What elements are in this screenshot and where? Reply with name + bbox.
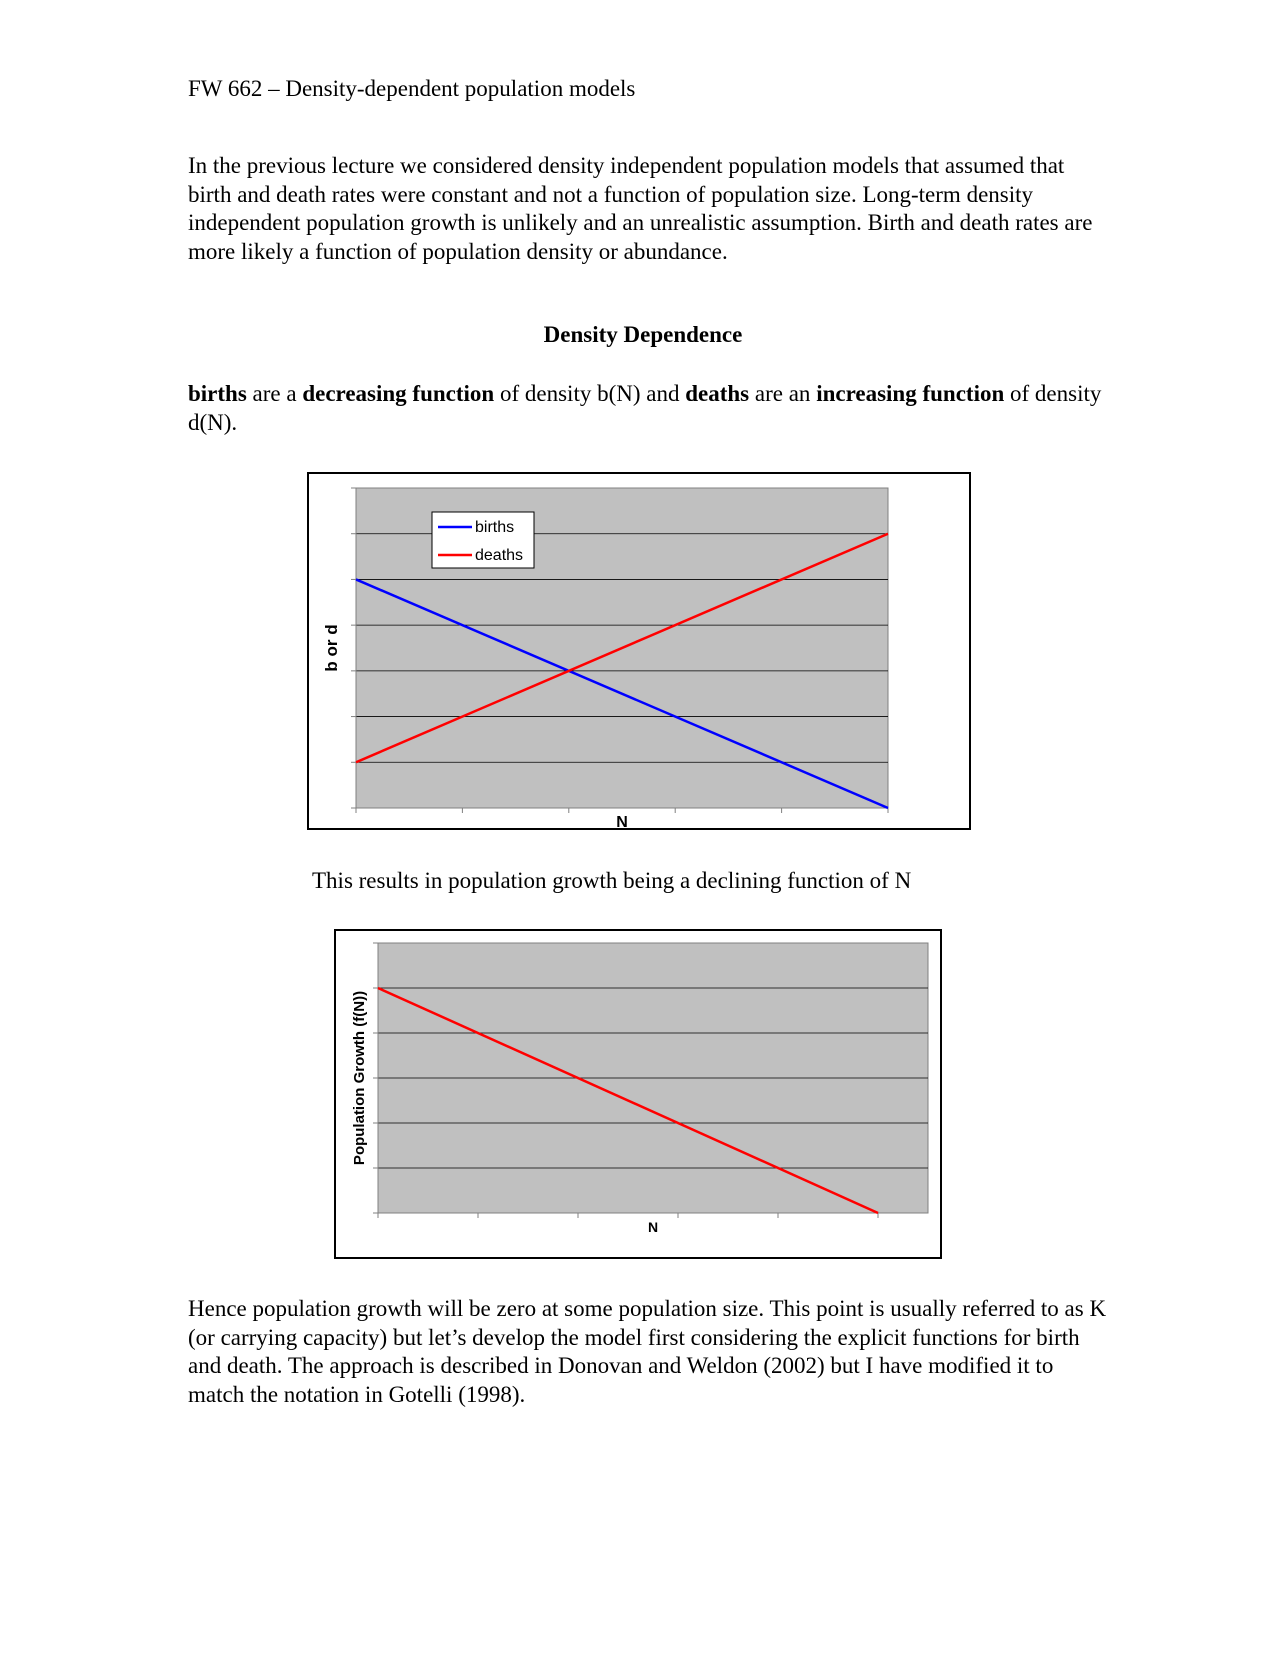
x-axis-label: N: [616, 814, 628, 831]
births-term: births: [188, 381, 247, 406]
birth-death-chart-svg: [309, 474, 973, 832]
definition-text-2: of density b(N) and: [494, 381, 686, 406]
definition-text-3: are an: [749, 381, 817, 406]
y-axis-label: b or d: [322, 624, 341, 672]
definition-text-4: of density d(N).: [188, 381, 1102, 435]
closing-paragraph: Hence population growth will be zero at some population size. This point is usually referred to as K (or carrying capacity) but let’s develop the model first considering the explicit functions for birth and death. The approach is described in Donovan and Weldon (2002) but I have modified it to match the notation in Gotelli (1998).: [188, 1296, 1107, 1407]
birth-death-chart: [307, 472, 971, 830]
legend-label-deaths: deaths: [475, 547, 524, 564]
definition-paragraph: [188, 380, 1108, 437]
intro-paragraph: In the previous lecture we considered density independent population models that assumed that birth and death rates were constant and not a function of population size. Long-term density independent population growth is unlikely and an unrealistic assumption. Birth and death rates are more likely a function of population density or abundance.: [188, 153, 1093, 264]
x-axis-label: N: [647, 1219, 659, 1235]
legend-label-births: births: [475, 519, 515, 536]
population-growth-chart-svg: [336, 931, 944, 1261]
deaths-term: deaths: [685, 381, 750, 406]
chart-caption: This results in population growth being a declining function of N: [312, 868, 912, 893]
section-heading: Density Dependence: [543, 322, 743, 347]
decreasing-term: decreasing function: [302, 381, 495, 406]
definition-text-1: are a: [246, 381, 303, 406]
increasing-term: increasing function: [816, 381, 1005, 406]
population-growth-chart: [334, 929, 942, 1259]
document-header: FW 662 – Density-dependent population models: [188, 76, 636, 101]
y-axis-label: Population Growth (f(N)): [351, 990, 368, 1166]
